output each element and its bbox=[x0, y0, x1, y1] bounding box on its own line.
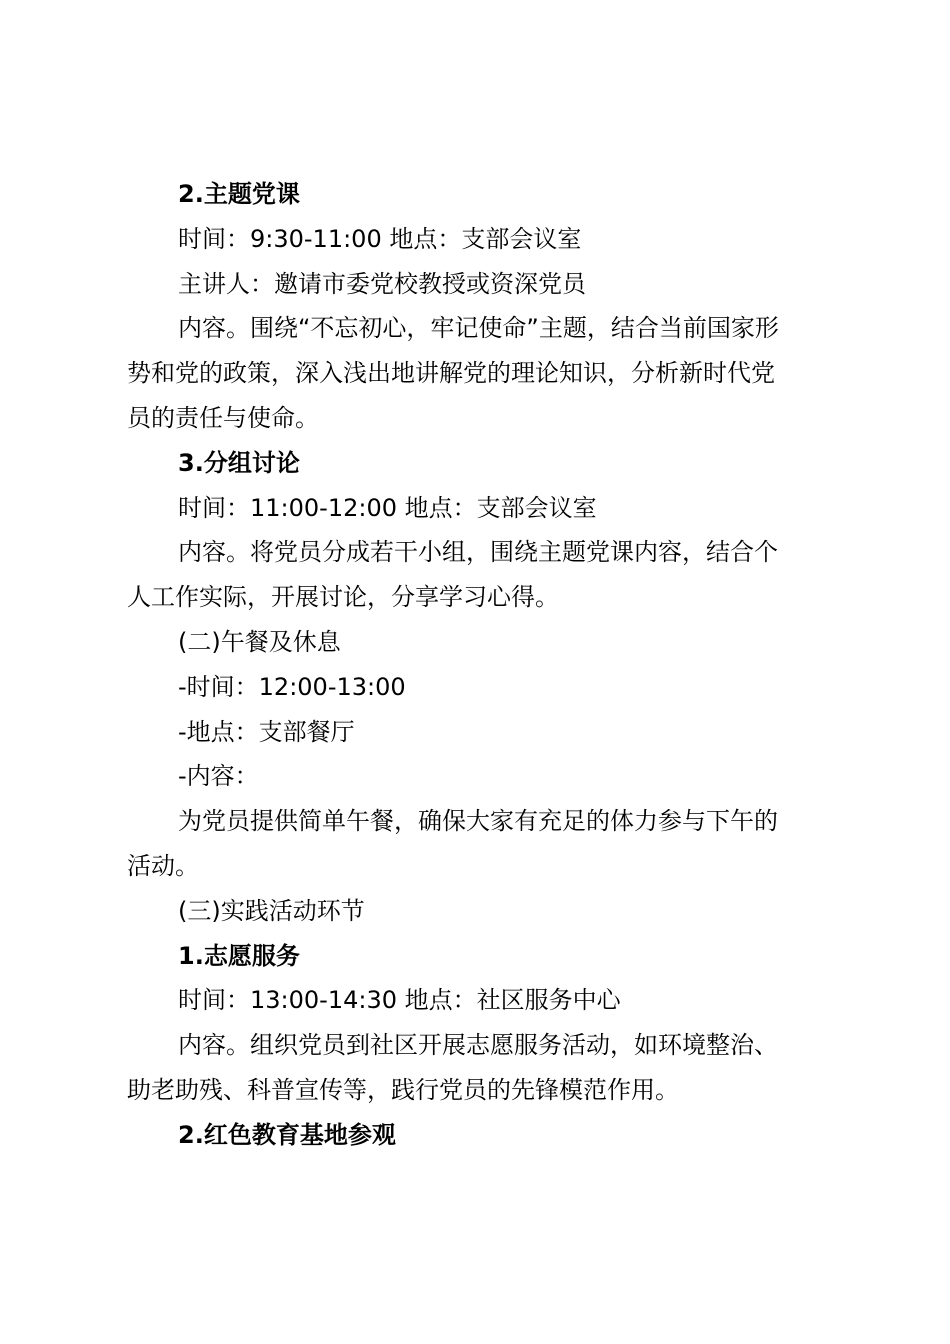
lecture-content-line-3: 员的责任与使命。 bbox=[127, 403, 319, 432]
discussion-content-line-2: 人工作实际，开展讨论，分享学习心得。 bbox=[127, 583, 559, 612]
lunch-content-line-1: 为党员提供简单午餐，确保大家有充足的体力参与下午的 bbox=[178, 807, 778, 836]
document-body bbox=[127, 172, 819, 1158]
lecture-speaker: 主讲人：邀请市委党校教授或资深党员 bbox=[178, 269, 586, 298]
volunteer-content-line-1: 内容。组织党员到社区开展志愿服务活动，如环境整治、 bbox=[178, 1031, 778, 1060]
discussion-content-line-1: 内容。将党员分成若干小组，围绕主题党课内容，结合个 bbox=[178, 538, 778, 567]
section-heading-practice-activities: (三)实践活动环节 bbox=[178, 896, 365, 925]
volunteer-content-line-2: 助老助残、科普宣传等，践行党员的先锋模范作用。 bbox=[127, 1075, 679, 1104]
lecture-time-location: 时间：9:30-11:00 地点：支部会议室 bbox=[178, 224, 582, 253]
section-heading-lunch-break: (二)午餐及休息 bbox=[178, 627, 341, 656]
lunch-location: -地点：支部餐厅 bbox=[178, 717, 355, 746]
lunch-content-label: -内容： bbox=[178, 762, 259, 791]
lecture-content-line-2: 势和党的政策，深入浅出地讲解党的理论知识，分析新时代党 bbox=[127, 359, 775, 388]
lunch-time: -时间：12:00-13:00 bbox=[178, 672, 406, 701]
section-heading-theme-lecture: 2.主题党课 bbox=[178, 180, 300, 208]
lecture-content-line-1: 内容。围绕“不忘初心，牢记使命”主题，结合当前国家形 bbox=[178, 314, 779, 343]
volunteer-time-location: 时间：13:00-14:30 地点：社区服务中心 bbox=[178, 986, 621, 1015]
section-heading-red-education-visit: 2.红色教育基地参观 bbox=[178, 1120, 396, 1149]
section-heading-group-discussion: 3.分组讨论 bbox=[178, 448, 300, 477]
section-heading-volunteer-service: 1.志愿服务 bbox=[178, 941, 300, 970]
discussion-time-location: 时间：11:00-12:00 地点：支部会议室 bbox=[178, 493, 597, 522]
lunch-content-line-2: 活动。 bbox=[127, 851, 199, 880]
